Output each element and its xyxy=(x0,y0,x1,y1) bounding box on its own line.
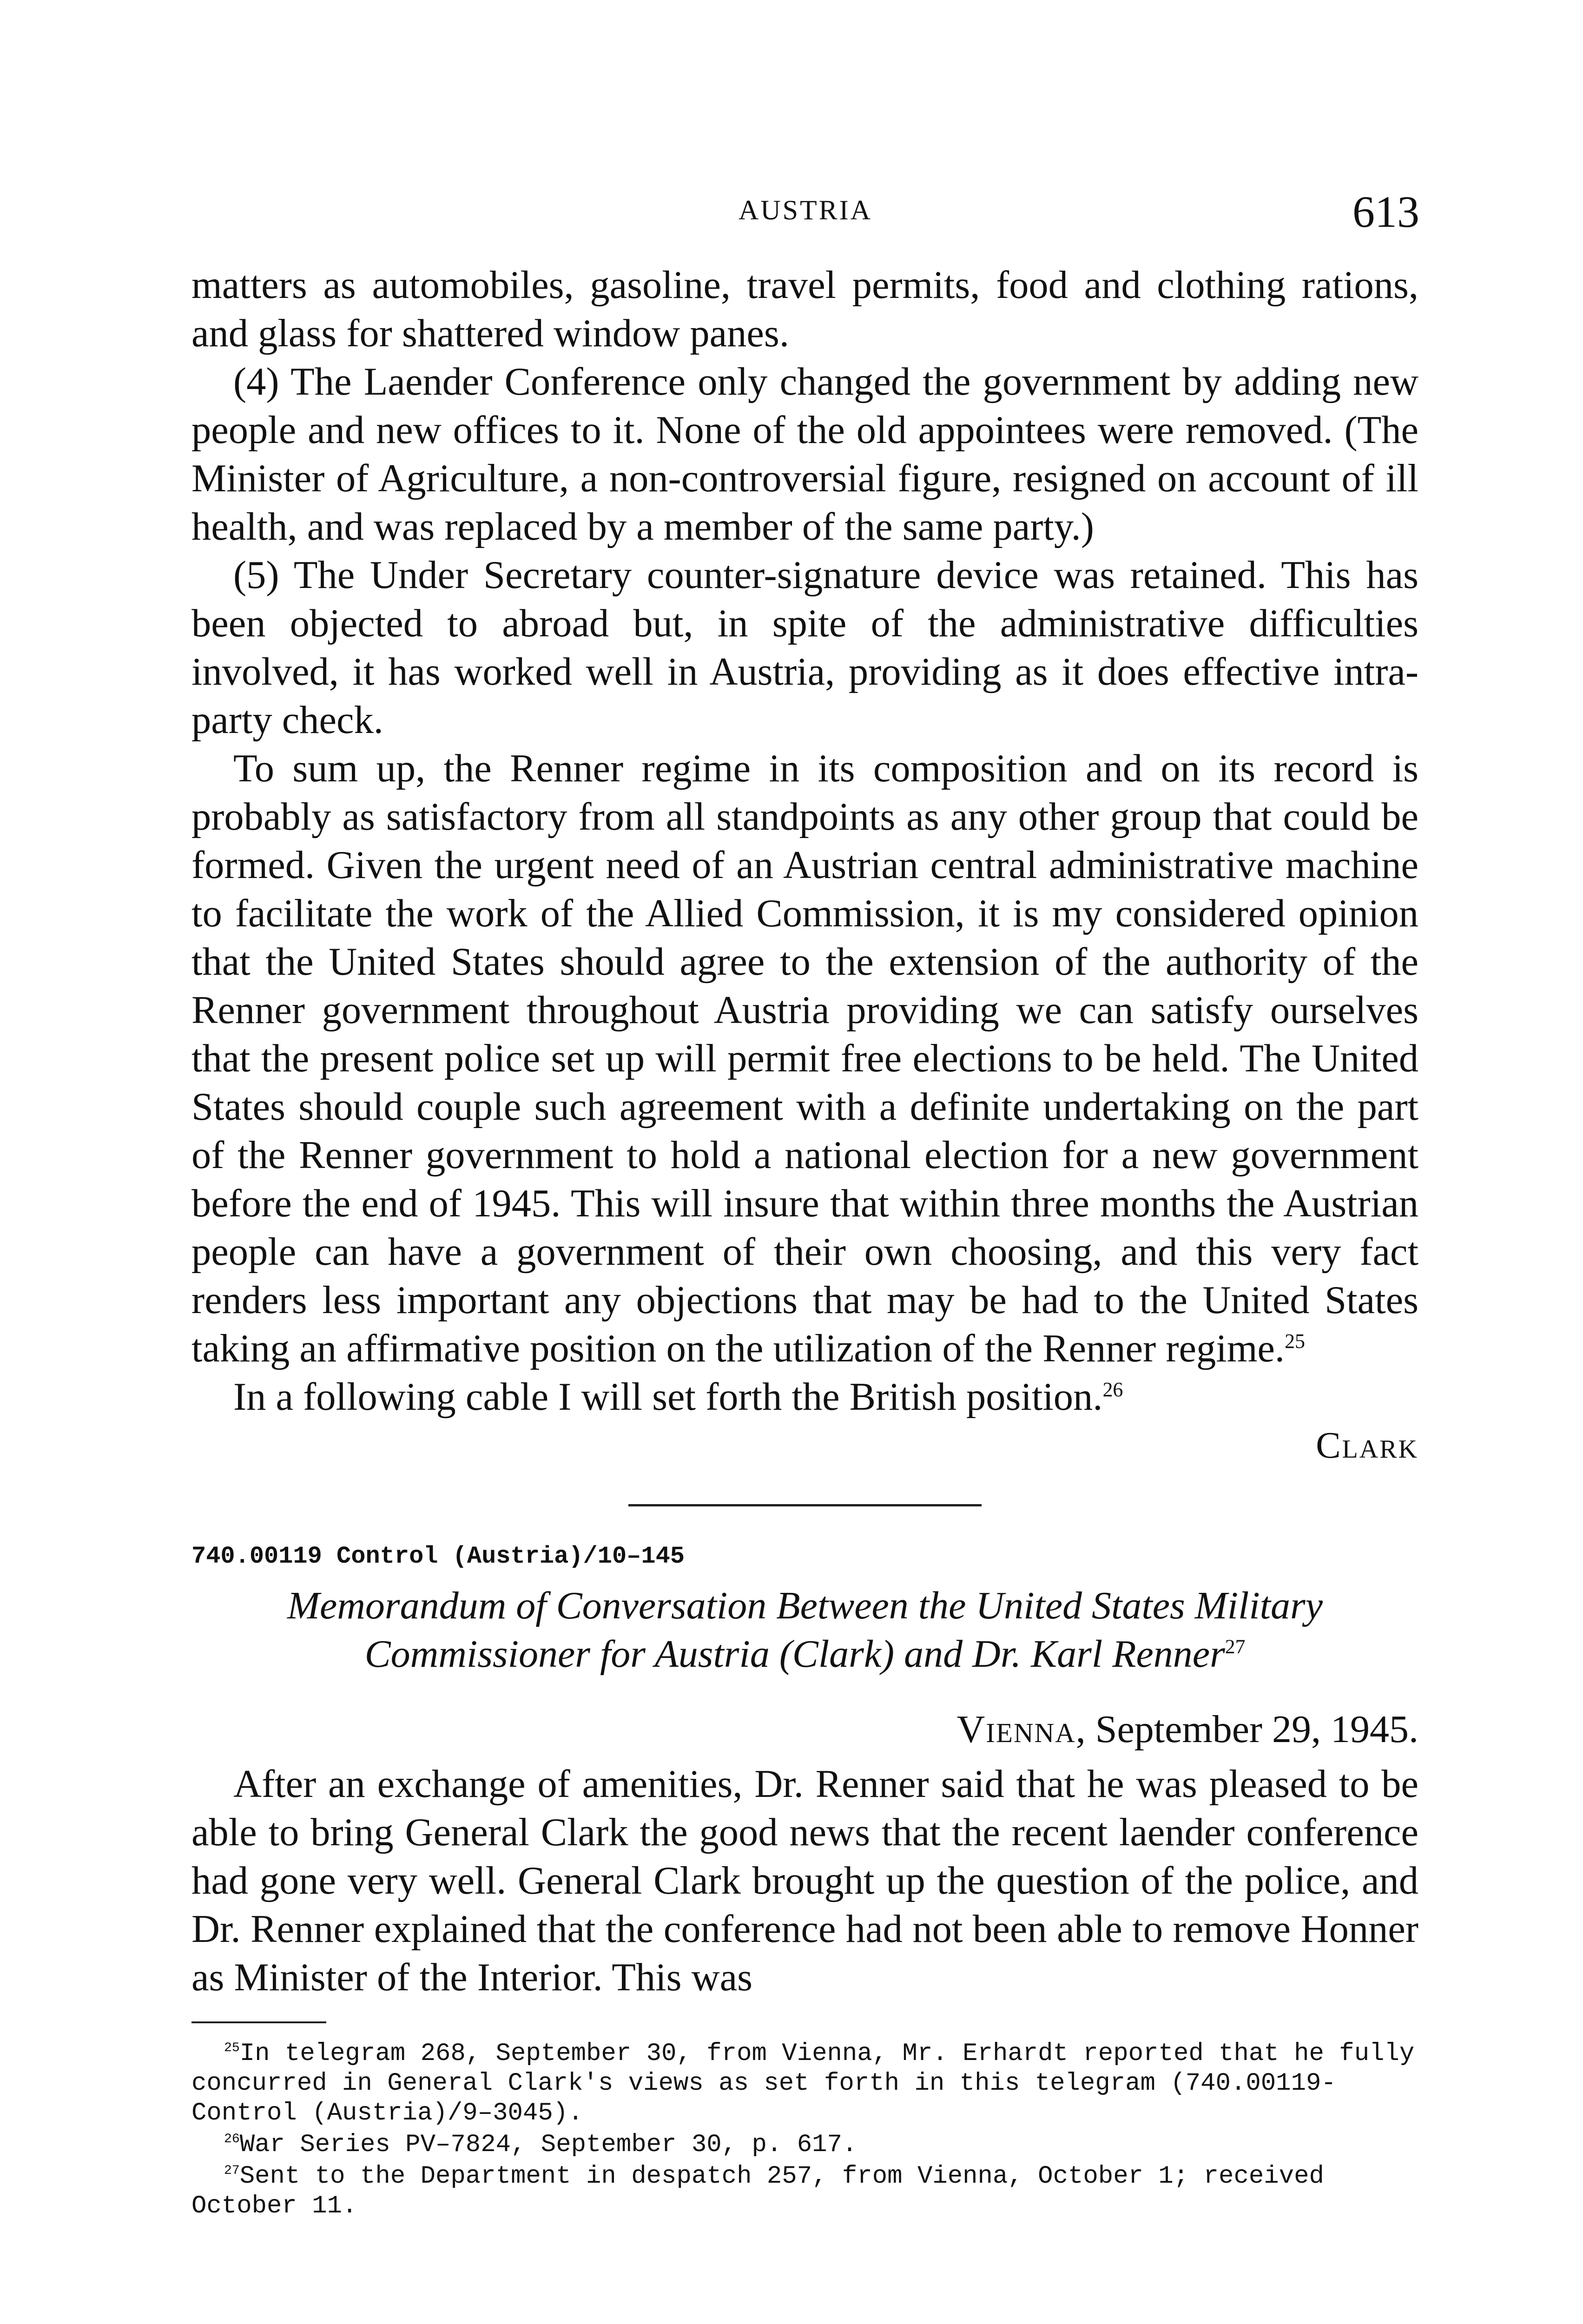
footnote-divider xyxy=(191,2021,326,2023)
dateline-date: , September 29, 1945. xyxy=(1075,1708,1418,1751)
footnote-mark: 25 xyxy=(224,2041,240,2055)
paragraph-summary-text: To sum up, the Renner regime in its composition and on its record is probably as satisfactory from all standpoints as any other group that could be formed. Given the urgent need of an Austrian central administrative machine to facilitate the work of the Allied Commission, it is my considered opinion that the United States should agree to the extension of the authority of the Renner government throughout Austria providing we can satisfy ourselves that the present police set up will permit free elections to be held. The United States should couple such agreement with a definite undertaking on the part of the Renner government to hold a national election for a new government before the end of 1945. This will insure that within three months the Austrian people can have a government of their own choosing, and this very fact renders less important any objections that may be had to the United States taking an affirmative position on the utilization of the Renner regime. xyxy=(191,747,1418,1370)
running-head: AUSTRIA xyxy=(738,195,872,225)
file-reference: 740.00119 Control (Austria)/10–145 xyxy=(191,1543,685,1570)
footnote-mark: 26 xyxy=(224,2132,240,2146)
paragraph-point-4: (4) The Laender Conference only changed the government by adding new people and new offices to it. None of the old appointees were removed. (The Minister of Agriculture, a non-controversial figure, resigned on account of ill health, and was replaced by a member of the same party.) xyxy=(191,360,1418,548)
footnote-text: Sent to the Department in despatch 257, from Vienna, October 1; received October 11. xyxy=(191,2162,1324,2220)
footnote-ref-25: 25 xyxy=(1285,1329,1305,1353)
memorandum-title-text: Memorandum of Conversation Between the United States Military Commissioner for Austria (Clark) and Dr. Karl Renner xyxy=(287,1584,1323,1676)
footnote-25 xyxy=(191,2039,1418,2128)
paragraph-summary xyxy=(191,745,1418,1373)
footnote-text: In telegram 268, September 30, from Vienna, Mr. Erhardt reported that he fully concurred in General Clark's views as set forth in this telegram (740.00119-Control (Austria)/9–3045). xyxy=(191,2040,1415,2127)
paragraph-british-position-text: In a following cable I will set forth the British position. xyxy=(233,1375,1103,1419)
signature: Clark xyxy=(1316,1425,1418,1466)
footnote-mark: 27 xyxy=(224,2164,240,2178)
page-number: 613 xyxy=(1352,187,1419,237)
paragraph-continued: matters as automobiles, gasoline, travel permits, food and clothing rations, and glass for shattered window panes. xyxy=(191,264,1418,355)
page-header xyxy=(191,186,1419,237)
page-body xyxy=(191,261,1418,2223)
memorandum-paragraph: After an exchange of amenities, Dr. Renner said that he was pleased to be able to bring General Clark the good news that the recent laender conference had gone very well. General Clark brought up the question of the police, and Dr. Renner explained that the conference had not been able to remove Honner as Minister of the Interior. This was xyxy=(191,1763,1418,1999)
footnote-text: War Series PV–7824, September 30, p. 617. xyxy=(239,2131,857,2159)
footnote-ref-26: 26 xyxy=(1102,1378,1123,1401)
section-divider xyxy=(628,1504,982,1506)
memorandum-title xyxy=(191,1582,1418,1678)
footnote-27 xyxy=(191,2162,1418,2221)
footnote-ref-27: 27 xyxy=(1225,1636,1246,1658)
dateline xyxy=(191,1705,1418,1754)
dateline-city: Vienna xyxy=(956,1708,1076,1751)
paragraph-british-position xyxy=(191,1373,1418,1421)
paragraph-point-5: (5) The Under Secretary counter-signature device was retained. This has been objected to abroad but, in spite of the administrative difficulties involved, it has worked well in Austria, providing as it does effective intra-party check. xyxy=(191,554,1418,742)
footnote-26 xyxy=(191,2130,1418,2160)
